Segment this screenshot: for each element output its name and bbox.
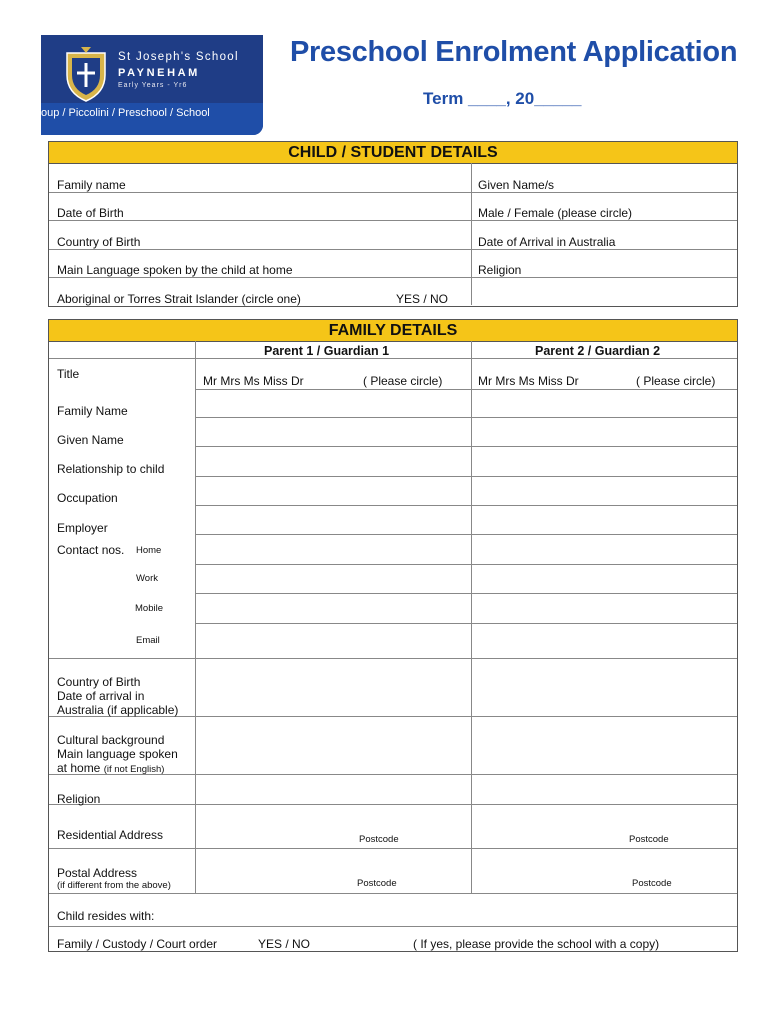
family-details-heading: FAMILY DETAILS xyxy=(49,320,737,342)
parent1-residential-postcode: Postcode xyxy=(359,834,399,845)
sex-field[interactable]: Male / Female (please circle) xyxy=(478,206,633,220)
page-title: Preschool Enrolment Application xyxy=(290,36,738,68)
country-birth-label: Country of Birth xyxy=(57,675,141,689)
cultural-label: Cultural background xyxy=(57,733,165,747)
given-names-field[interactable]: Given Name/s xyxy=(478,178,555,192)
arrival-date-field[interactable]: Date of Arrival in Australia xyxy=(478,235,616,249)
arrival-label-2: Australia (if applicable) xyxy=(57,703,179,717)
custody-note: ( If yes, please provide the school with a copy) xyxy=(413,937,660,951)
atsi-label: Aboriginal or Torres Strait Islander (circle one) xyxy=(57,292,301,306)
dob-field[interactable]: Date of Birth xyxy=(57,206,124,220)
religion-field[interactable]: Religion xyxy=(478,263,522,277)
parent2-please-circle: ( Please circle) xyxy=(636,374,716,388)
parent1-heading: Parent 1 / Guardian 1 xyxy=(264,344,390,358)
atsi-options[interactable]: YES / NO xyxy=(396,292,449,306)
parent1-title-options[interactable]: Mr Mrs Ms Miss Dr xyxy=(203,374,304,388)
parent2-residential-postcode: Postcode xyxy=(629,834,669,845)
language-label-1: Main language spoken xyxy=(57,747,178,761)
email-label: Email xyxy=(136,635,160,646)
school-logo-banner xyxy=(41,35,263,135)
child-details-heading: CHILD / STUDENT DETAILS xyxy=(49,142,737,164)
parent1-postal-postcode: Postcode xyxy=(357,878,397,889)
family-name-field[interactable]: Family name xyxy=(57,178,126,192)
logo-years: Early Years - Yr6 xyxy=(118,82,188,89)
mobile-label: Mobile xyxy=(135,603,163,614)
arrival-label-1: Date of arrival in xyxy=(57,689,145,703)
given-name-label: Given Name xyxy=(57,433,124,447)
parent2-heading: Parent 2 / Guardian 2 xyxy=(535,344,661,358)
work-label: Work xyxy=(136,573,158,584)
parent2-postal-postcode: Postcode xyxy=(632,878,672,889)
employer-label: Employer xyxy=(57,521,108,535)
relationship-label: Relationship to child xyxy=(57,462,165,476)
residential-label: Residential Address xyxy=(57,828,164,842)
custody-label: Family / Custody / Court order xyxy=(57,937,218,951)
title-label: Title xyxy=(57,367,80,381)
family-details-table xyxy=(48,319,738,952)
parent1-please-circle: ( Please circle) xyxy=(363,374,443,388)
school-crest-icon xyxy=(63,45,109,103)
country-of-birth-field[interactable]: Country of Birth xyxy=(57,235,141,249)
family-name-label: Family Name xyxy=(57,404,128,418)
term-line: Term ____, 20_____ xyxy=(423,89,582,108)
parent2-title-options[interactable]: Mr Mrs Ms Miss Dr xyxy=(478,374,579,388)
home-label: Home xyxy=(136,545,162,556)
resides-label: Child resides with: xyxy=(57,909,155,923)
religion-label: Religion xyxy=(57,792,101,806)
language-label-2: at home (if not English) xyxy=(57,761,165,775)
logo-tagline: oup / Piccolini / Preschool / School xyxy=(41,107,210,119)
contact-label: Contact nos. xyxy=(57,543,125,557)
custody-options[interactable]: YES / NO xyxy=(258,937,311,951)
logo-campus: PAYNEHAM xyxy=(118,67,200,79)
child-details-table xyxy=(48,141,738,307)
logo-school-name: St Joseph's School xyxy=(118,51,239,63)
occupation-label: Occupation xyxy=(57,491,118,505)
language-field[interactable]: Main Language spoken by the child at home xyxy=(57,263,293,277)
postal-label: Postal Address xyxy=(57,866,138,880)
postal-note: (if different from the above) xyxy=(57,880,171,891)
